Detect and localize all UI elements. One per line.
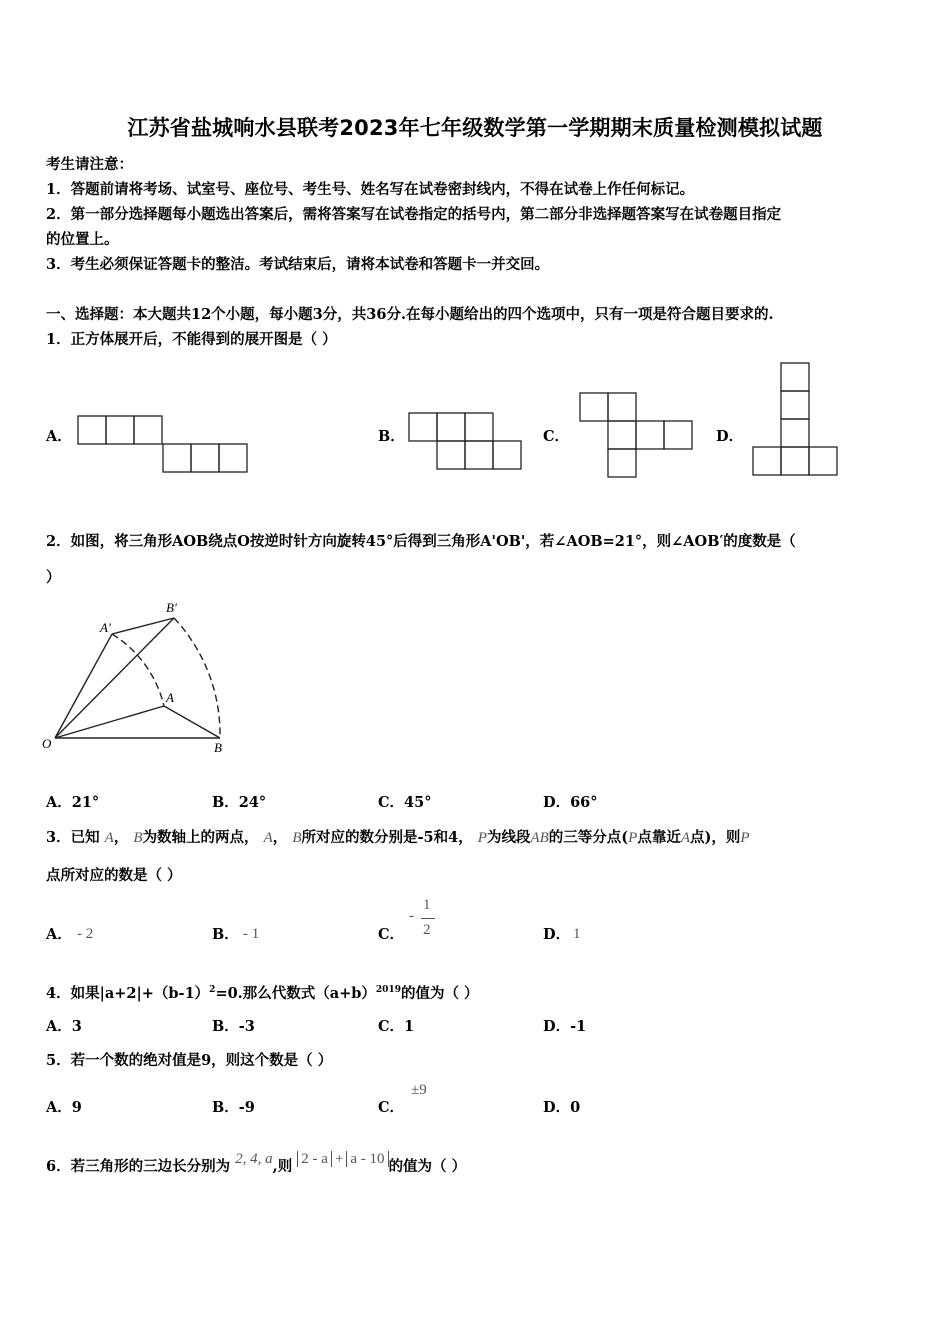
q3-stem-line2: 点所对应的数是（ ） bbox=[46, 867, 182, 884]
notice-item-2: 2．第一部分选择题每小题选出答案后，需将答案写在试卷指定的括号内，第二部分非选择题答案写在试卷题目指定 bbox=[46, 206, 782, 223]
q4-option-b: B．-3 bbox=[212, 1018, 255, 1035]
q5-stem: 5．若一个数的绝对值是9，则这个数是（ ） bbox=[46, 1052, 333, 1069]
q2-label-a: A bbox=[166, 690, 174, 705]
q3-option-a-label: A． bbox=[46, 926, 72, 943]
q3-fraction-bar bbox=[421, 918, 435, 919]
notice-item-2-cont: 的位置上。 bbox=[46, 231, 119, 248]
q2-label-b: B bbox=[214, 740, 222, 755]
q2-label-a-prime: A' bbox=[100, 620, 111, 635]
q1-option-a-label: A． bbox=[46, 428, 72, 445]
q3-option-a-value: - 2 bbox=[77, 926, 94, 942]
q5-option-b: B．-9 bbox=[212, 1099, 255, 1116]
q2-stem-line2: ） bbox=[46, 569, 61, 586]
q5-option-c-label: C． bbox=[378, 1099, 405, 1116]
q3-option-c-label: C． bbox=[378, 926, 405, 943]
q6-stem: 6．若三角形的三边长分别为 2, 4, a,则 2 - a + a - 10 的值为（ ） bbox=[46, 1151, 467, 1175]
cube-net-d bbox=[752, 362, 844, 480]
q3-stem-line1: 3．已知 A， B为数轴上的两点， A， B所对应的数分别是-5和4， P为线段AB的三等分点(P点靠近A点)，则P bbox=[46, 829, 750, 846]
q5-option-a: A．9 bbox=[46, 1099, 82, 1116]
q1-option-d-label: D． bbox=[716, 428, 744, 445]
q2-option-c: C．45° bbox=[378, 794, 432, 811]
q3-option-b-value: - 1 bbox=[243, 926, 260, 942]
q2-option-b: B．24° bbox=[212, 794, 267, 811]
q1-option-b-label: B． bbox=[378, 428, 405, 445]
q4-option-d: D．-1 bbox=[543, 1018, 587, 1035]
q3-option-c-denominator: 2 bbox=[423, 922, 431, 938]
notice-item-1: 1．答题前请将考场、试室号、座位号、考生号、姓名写在试卷密封线内，不得在试卷上作任何标记。 bbox=[46, 181, 695, 198]
q2-label-b-prime: B' bbox=[166, 600, 177, 615]
notice-heading: 考生请注意： bbox=[46, 156, 133, 173]
q2-option-a: A．21° bbox=[46, 794, 100, 811]
cube-net-a bbox=[77, 415, 252, 473]
q3-option-c-numerator: 1 bbox=[423, 897, 431, 913]
q4-stem: 4．如果$|a+2|+(b-1)^2=0$.那么代数式$(a+b)^{2019}$的值为（ ） bbox=[46, 985, 479, 1002]
cube-net-b bbox=[408, 412, 526, 472]
q4-option-c: C．1 bbox=[378, 1018, 415, 1035]
q5-option-d: D．0 bbox=[543, 1099, 581, 1116]
q2-option-d: D．66° bbox=[543, 794, 598, 811]
notice-item-3: 3．考生必须保证答题卡的整洁。考试结束后，请将本试卷和答题卡一并交回。 bbox=[46, 256, 550, 273]
q1-option-c-label: C． bbox=[543, 428, 570, 445]
q3-option-d-value: 1 bbox=[573, 926, 581, 942]
cube-net-c bbox=[579, 392, 697, 480]
q3-option-d-label: D． bbox=[543, 926, 571, 943]
q5-option-c-value: ±9 bbox=[411, 1082, 427, 1098]
q1-stem: 1．正方体展开后，不能得到的展开图是（ ） bbox=[46, 331, 337, 348]
section-heading: 一、选择题：本大题共12个小题，每小题3分，共36分.在每小题给出的四个选项中，只有一项是符合题目要求的. bbox=[46, 306, 774, 323]
q2-rotation-figure bbox=[40, 598, 240, 758]
q2-label-o: O bbox=[42, 736, 52, 751]
q3-option-b-label: B． bbox=[212, 926, 239, 943]
page-title: 江苏省盐城响水县联考2023年七年级数学第一学期期末质量检测模拟试题 bbox=[127, 116, 823, 140]
q3-option-c-sign: - bbox=[409, 908, 414, 924]
q4-option-a: A．3 bbox=[46, 1018, 82, 1035]
q2-stem-line1: 2．如图，将三角形AOB绕点O按逆时针方向旋转45°后得到三角形A'OB'，若∠AOB=21°，则∠AOB′的度数是（ bbox=[46, 533, 796, 550]
